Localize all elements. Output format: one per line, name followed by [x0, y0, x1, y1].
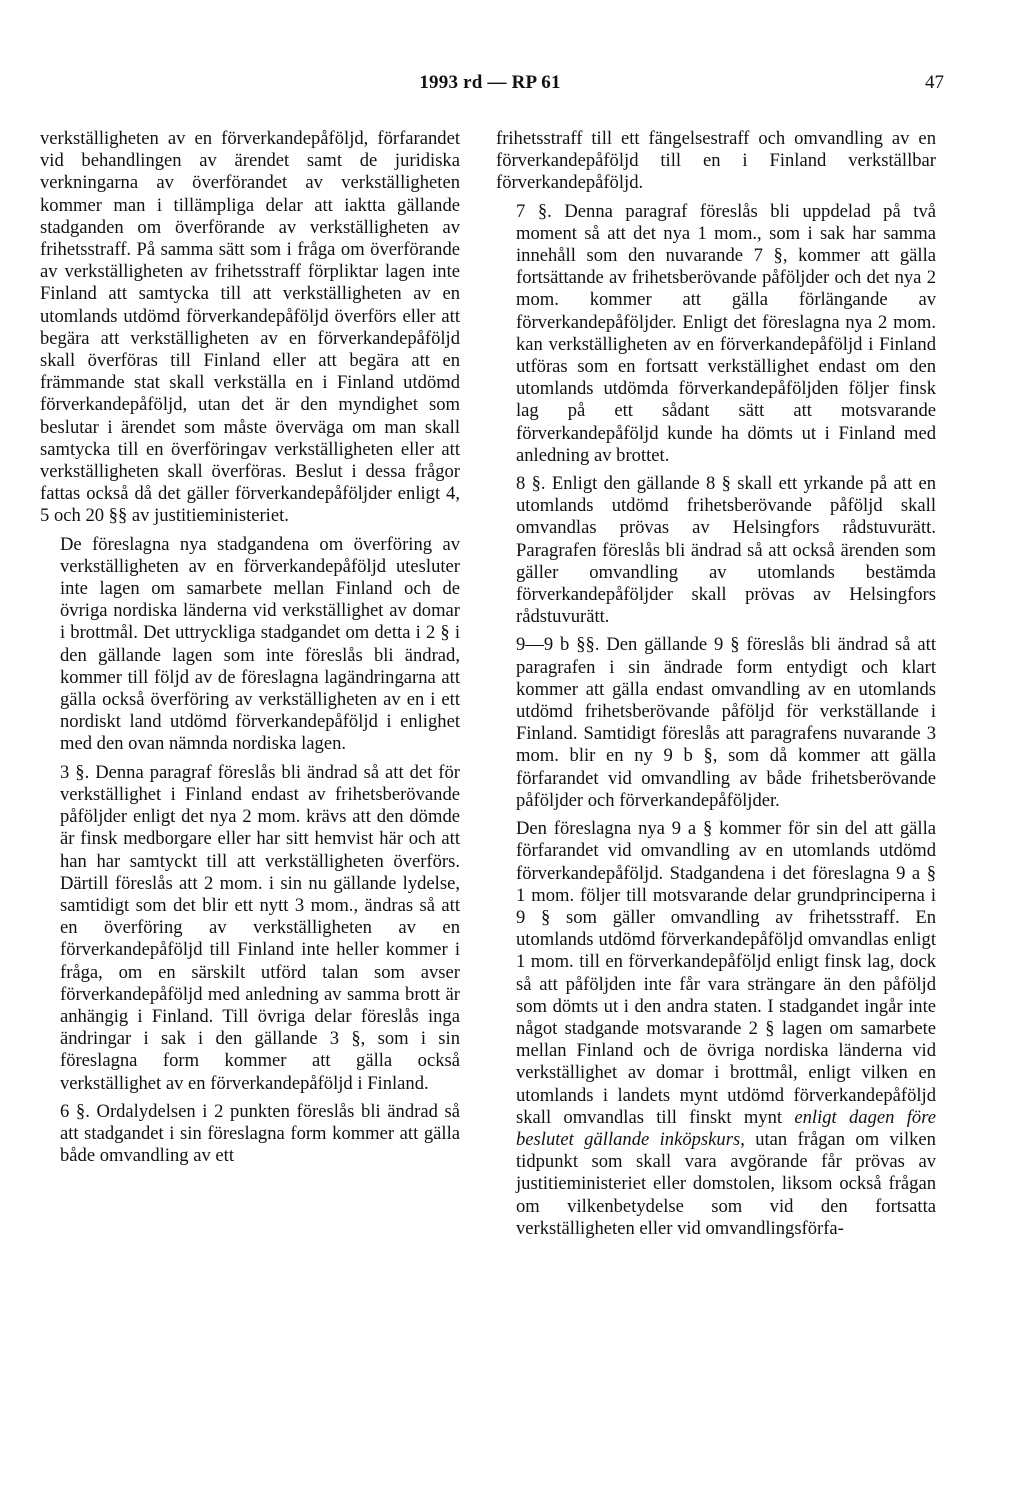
- paragraph: 3 §. Denna paragraf föreslås bli ändrad så att det för verkställighet i Finland endast av frihetsberövande påföljder enligt det nya 2 mom. krävs att den dömde är finsk medborgare eller har sitt hemvist här och att han har samtyckt till att verkställigheten överförs. Därtill föreslås att 2 mom. i sin nu gällande lydelse, samtidigt som det blir ett nytt 3 mom., ändras så att en överföring av verkställigheten av en förverkandepåföljd till Finland inte heller kommer i fråga, om en särskilt utförd talan som avser förverkandepåföljd med anledning av samma brott är anhängig i Finland. Till övriga delar föreslås inga ändringar i sak i den gällande 3 §, som i sin föreslagna form kommer att gälla också verkställighet av en förverkandepåföljd i Finland.: [60, 761, 460, 1094]
- paragraph: 8 §. Enligt den gällande 8 § skall ett yrkande på att en utomlands utdömd frihetsberövande påföljd skall omvandlas prövas av Helsingfors rådstuvurätt. Paragrafen föreslås bli ändrad så att också ärenden som gäller omvandling av utomlands bestämda förverkandepåföljder skall prövas av Helsingfors rådstuvurätt.: [516, 473, 936, 628]
- paragraph: 6 §. Ordalydelsen i 2 punkten föreslås bli ändrad så att stadgandet i sin föreslagna form kommer att gälla både omvandling av ett: [60, 1100, 460, 1167]
- left-column: [40, 128, 460, 1167]
- italic-text: enligt dagen före beslutet gällande inköpskurs: [516, 1106, 936, 1150]
- paragraph: 9—9 b §§. Den gällande 9 § föreslås bli ändrad så att paragrafen i sin ändrade form entydigt och klart kommer att gälla endast omvandling av en utomlands utdömd frihetsberövande påföljd för verkställande i Finland. Samtidigt föreslås att paragrafens nuvarande 3 mom. blir en ny 9 b §, som då kommer att gälla förfarandet vid omvandling av både frihetsberövande påföljder och förverkandepåföljder.: [516, 634, 936, 811]
- page-header: [40, 72, 944, 102]
- paragraph-text: Den föreslagna nya 9 a § kommer för sin del att gälla förfarandet vid omvandling av en utomlands utdömd förverkandepåföljd. Stadgandena i det föreslagna 9 a § 1 mom. följer till motsvarande delar grundprinciperna i 9 § som gäller omvandling av frihetsstraff. En utomlands utdömd förverkandepåföljd omvandlas enligt 1 mom. till en förverkandepåföljd enligt finsk lag, dock så att påföljden inte får vara strängare än den påföljd som dömts ut i den andra staten. I stadgandet ingår inte något stadgande motsvarande 2 § lagen om samarbete mellan Finland och de övriga nordiska länderna vid verkställighet av domar i brottmål, enligt vilken en utomlands i landets mynt utdömd förverkandepåföljd skall omvandlas till finskt mynt: [516, 818, 936, 1128]
- page-number: 47: [925, 72, 944, 93]
- paragraph: frihetsstraff till ett fängelsestraff och omvandling av en förverkandepåföljd till en i Finland verkställbar förverkandepåföljd.: [496, 128, 936, 194]
- right-column: [496, 128, 936, 1240]
- paragraph: [496, 818, 936, 1240]
- paragraph: De föreslagna nya stadgandena om överföring av verkställigheten av en förverkandepåföljd utesluter inte lagen om samarbete mellan Finland och de övriga nordiska länderna vid verkställighet av domar i brottmål. Det uttryckliga stadgandet om detta i 2 § i den gällande lagen som inte föreslås bli ändrad, kommer till följd av de föreslagna lagändringarna att gälla också överföring av verkställigheten av en i ett nordiskt land utdömd förverkandepåföljd i enlighet med den ovan nämnda nordiska lagen.: [60, 533, 460, 755]
- paragraph: verkställigheten av en förverkandepåföljd, förfarandet vid behandlingen av ärendet samt de juridiska verkningarna av överförandet av verkställigheten kommer man i tillämpliga delar att iaktta gällande stadganden om överförande av verkställigheten av frihetsstraff. På samma sätt som i fråga om överförande av verkställigheten av frihetsstraff förpliktar lagen inte Finland att samtycka till att verkställigheten av en utomlands utdömd förverkandepåföljd överförs eller att begära att verkställigheten av en förverkandepåföljd skall överföras till Finland eller att begära att en främmande stat skall verkställa en i Finland utdömd förverkandepåföljd, utan det är den myndighet som beslutar i ärendet som måste överväga om man skall samtycka till en överföringav verkställigheten eller att verkställigheten skall överföras. Beslut i dessa frågor fattas också då det gäller förverkandepåföljder enligt 4, 5 och 20 §§ av justitieministeriet.: [40, 128, 460, 527]
- paragraph: 7 §. Denna paragraf föreslås bli uppdelad på två moment så att det nya 1 mom., som i sak har samma innehåll som den nuvarande 7 §, kommer att gälla fortsättande av frihetsberövande påföljder och det nya 2 mom. kommer att gälla förlängande av förverkandepåföljder. Enligt det föreslagna nya 2 mom. kan verkställigheten av en förverkandepåföljd i Finland utföras som en fortsatt verkställighet endast om den utomlands utdömda förverkandepåföljden följer finsk lag på ett sådant sätt att motsvarande förverkandepåföljd kunde ha dömts ut i Finland med anledning av brottet.: [516, 200, 936, 466]
- paragraph-text: , utan frågan om vilken tidpunkt som skall vara avgörande får prövas av justitieministeriet eller domstolen, liksom också frågan om vilkenbetydelse som vid den fortsatta verkställigheten eller vid omvandlingsförfa-: [516, 1128, 936, 1239]
- running-head: 1993 rd — RP 61: [419, 72, 561, 93]
